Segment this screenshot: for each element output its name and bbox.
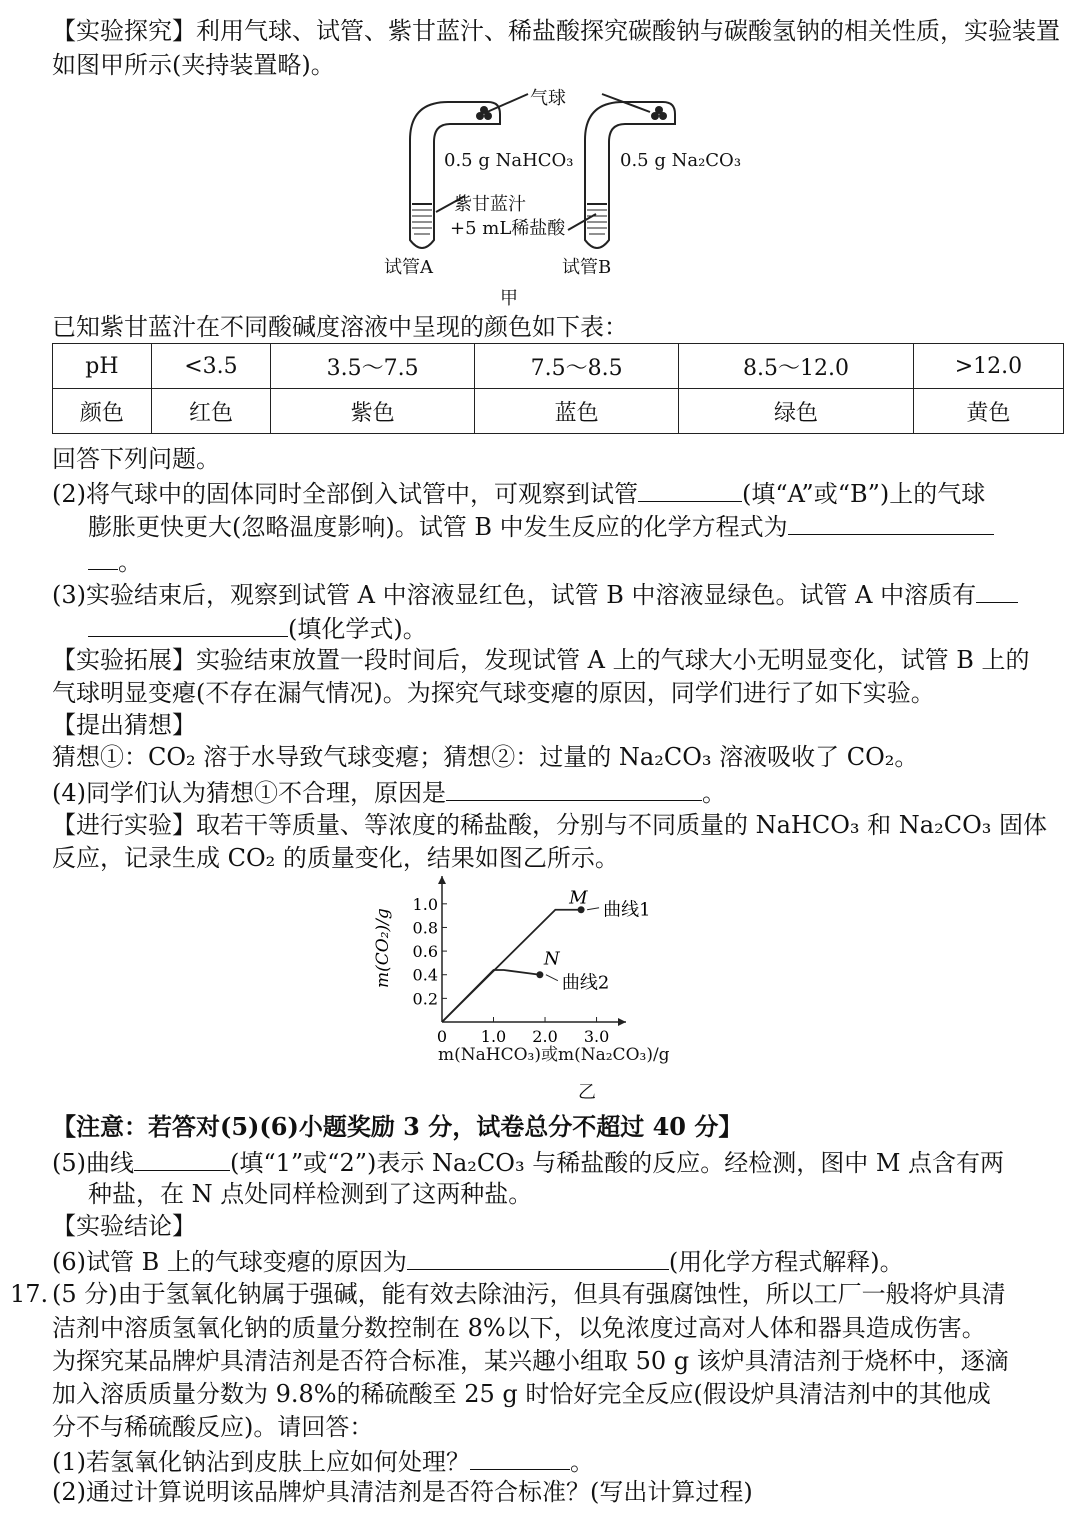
question-17-number: 17. bbox=[10, 1280, 49, 1308]
tube-a-label: 试管A bbox=[384, 257, 433, 278]
q3-blank-cont[interactable] bbox=[88, 612, 288, 637]
ph-range: 7.5～8.5 bbox=[475, 344, 679, 389]
question-17-line-1: (5 分)由于氢氧化钠属于强碱，能有效去除油污，但具有强腐蚀性，所以工厂一般将炉具清 bbox=[52, 1280, 1006, 1308]
question-6 bbox=[52, 1245, 904, 1277]
q5-blank[interactable] bbox=[134, 1146, 230, 1171]
y-tick-label: 0.6 bbox=[412, 942, 438, 962]
q4-text: 。 bbox=[702, 779, 726, 807]
q17-sub1-text: 。 bbox=[570, 1448, 594, 1476]
question-17-sub-2: (2)通过计算说明该品牌炉具清洁剂是否符合标准？(写出计算过程) bbox=[52, 1478, 753, 1506]
chart-title: 乙 bbox=[578, 1082, 596, 1103]
question-17-line-2: 洁剂中溶质氢氧化钠的质量分数控制在 8%以下，以免浓度过高对人体和器具造成伤害。 bbox=[52, 1314, 986, 1342]
q17-sub1-blank[interactable] bbox=[470, 1445, 570, 1470]
x-axis-arrow bbox=[618, 1018, 626, 1026]
color-value: 绿色 bbox=[679, 389, 914, 434]
q2-text: 。 bbox=[118, 548, 142, 576]
point-label-M: M bbox=[569, 887, 588, 909]
experiment-line-1: 【进行实验】取若干等质量、等浓度的稀盐酸，分别与不同质量的 NaHCO₃ 和 Na₂CO₃ 固体 bbox=[52, 811, 1048, 839]
question-2-line-2 bbox=[88, 510, 994, 542]
extension-line-2: 气球明显变瘪(不存在漏气情况)。为探究气球变瘪的原因，同学们进行了如下实验。 bbox=[52, 679, 935, 707]
question-17-line-4: 加入溶质质量分数为 9.8%的稀硫酸至 25 g 时恰好完全反应(假设炉具清洁剂中的其他成 bbox=[52, 1380, 991, 1408]
color-value: 蓝色 bbox=[475, 389, 679, 434]
q3-text: (3)实验结束后，观察到试管 A 中溶液显红色，试管 B 中溶液显绿色。试管 A 中溶质有 bbox=[52, 581, 977, 609]
ph-range: >12.0 bbox=[913, 344, 1063, 389]
q2-blank-2[interactable] bbox=[788, 510, 994, 535]
ph-range: <3.5 bbox=[151, 344, 270, 389]
ph-range: 3.5～7.5 bbox=[271, 344, 475, 389]
question-5-line-1 bbox=[52, 1146, 1004, 1178]
q3-blank[interactable] bbox=[976, 578, 1018, 603]
y-tick-label: 0.4 bbox=[412, 965, 438, 985]
ph-header: pH bbox=[53, 344, 152, 389]
q2-text: (填“A”或“B”)上的气球 bbox=[742, 480, 986, 508]
question-17-sub-1 bbox=[52, 1445, 594, 1477]
x-tick-label: 2.0 bbox=[532, 1027, 558, 1046]
na2co3-label: 0.5 g Na₂CO₃ bbox=[620, 150, 742, 171]
y-tick-label: 1.0 bbox=[412, 894, 438, 914]
figure-yi bbox=[350, 872, 710, 1104]
series-line-2 bbox=[442, 970, 540, 1022]
y-tick-label: 0.8 bbox=[412, 918, 438, 938]
intro-line-1: 【实验探究】利用气球、试管、紫甘蓝汁、稀盐酸探究碳酸钠与碳酸氢钠的相关性质，实验装置 bbox=[52, 17, 1060, 45]
figure-jia bbox=[370, 80, 770, 310]
q4-blank[interactable] bbox=[446, 776, 702, 801]
y-axis-label: m(CO₂)/g bbox=[373, 908, 393, 988]
q2-blank-1[interactable] bbox=[638, 477, 742, 502]
table-row bbox=[53, 344, 1064, 389]
answer-intro: 回答下列问题。 bbox=[52, 445, 220, 473]
hypothesis-text: 猜想①：CO₂ 溶于水导致气球变瘪；猜想②：过量的 Na₂CO₃ 溶液吸收了 CO₂。 bbox=[52, 743, 919, 771]
color-value: 红色 bbox=[151, 389, 270, 434]
q5-text: (5)曲线 bbox=[52, 1149, 134, 1177]
figure-jia-caption: 甲 bbox=[500, 288, 518, 309]
q2-text: 膨胀更快更大(忽略温度影响)。试管 B 中发生反应的化学方程式为 bbox=[88, 513, 788, 541]
question-3-line-1 bbox=[52, 578, 1018, 610]
chart-x-label: m(NaHCO₃)或m(Na₂CO₃)/g bbox=[438, 1045, 670, 1065]
point-label-N: N bbox=[543, 948, 560, 970]
table-row bbox=[53, 389, 1064, 434]
series-leader-2 bbox=[546, 975, 558, 981]
q2-blank-2-cont[interactable] bbox=[88, 545, 118, 570]
ph-range: 8.5～12.0 bbox=[679, 344, 914, 389]
question-2-line-1 bbox=[52, 477, 985, 509]
table-intro: 已知紫甘蓝汁在不同酸碱度溶液中呈现的颜色如下表： bbox=[52, 313, 628, 341]
x-tick-label: 1.0 bbox=[480, 1027, 507, 1046]
extension-line-1: 【实验拓展】实验结束放置一段时间后，发现试管 A 上的气球大小无明显变化，试管 B 上的 bbox=[52, 646, 1030, 674]
intro-line-2: 如图甲所示(夹持装置略)。 bbox=[52, 51, 335, 79]
x-tick-label: 0 bbox=[436, 1027, 448, 1046]
nahco3-label: 0.5 g NaHCO₃ bbox=[444, 150, 574, 171]
q6-text: (用化学方程式解释)。 bbox=[668, 1248, 904, 1276]
point-N bbox=[536, 971, 543, 978]
question-2-line-3 bbox=[88, 545, 142, 577]
experiment-line-2: 反应，记录生成 CO₂ 的质量变化，结果如图乙所示。 bbox=[52, 844, 619, 872]
bonus-note: 【注意：若答对(5)(6)小题奖励 3 分，试卷总分不超过 40 分】 bbox=[52, 1112, 743, 1141]
q2-text: (2)将气球中的固体同时全部倒入试管中，可观察到试管 bbox=[52, 480, 638, 508]
liquid-label-1: 紫甘蓝汁 bbox=[454, 194, 526, 215]
q17-sub1-text: (1)若氢氧化钠沾到皮肤上应如何处理？ bbox=[52, 1448, 470, 1476]
y-axis-arrow bbox=[438, 876, 446, 884]
q5-text: (填“1”或“2”)表示 Na₂CO₃ 与稀盐酸的反应。经检测，图中 M 点含有两 bbox=[230, 1149, 1005, 1177]
tube-b-label: 试管B bbox=[562, 257, 612, 278]
conclusion-heading: 【实验结论】 bbox=[52, 1212, 196, 1240]
q4-text: (4)同学们认为猜想①不合理，原因是 bbox=[52, 779, 446, 807]
ph-color-table bbox=[52, 343, 1064, 434]
series-leader-1 bbox=[587, 908, 599, 910]
liquid-label-2: +5 mL稀盐酸 bbox=[450, 218, 566, 239]
color-value: 黄色 bbox=[913, 389, 1063, 434]
q3-text: (填化学式)。 bbox=[288, 615, 427, 643]
q6-blank[interactable] bbox=[407, 1245, 669, 1270]
x-tick-label: 3.0 bbox=[583, 1027, 610, 1046]
color-header: 颜色 bbox=[53, 389, 152, 434]
balloon-label: 气球 bbox=[530, 88, 566, 109]
series-line-1 bbox=[442, 910, 581, 1022]
question-3-line-2 bbox=[88, 612, 427, 644]
question-4 bbox=[52, 776, 726, 808]
hypothesis-heading: 【提出猜想】 bbox=[52, 711, 196, 739]
question-17-line-3: 为探究某品牌炉具清洁剂是否符合标准，某兴趣小组取 50 g 该炉具清洁剂于烧杯中，逐滴 bbox=[52, 1347, 1009, 1375]
series-label-2: 曲线2 bbox=[561, 972, 610, 994]
series-label-1: 曲线1 bbox=[603, 899, 651, 921]
question-5-line-2: 种盐，在 N 点处同样检测到了这两种盐。 bbox=[88, 1180, 533, 1208]
y-tick-label: 0.2 bbox=[412, 989, 438, 1009]
color-value: 紫色 bbox=[271, 389, 475, 434]
question-17-line-5: 分不与稀硫酸反应)。请回答： bbox=[52, 1413, 374, 1441]
q6-text: (6)试管 B 上的气球变瘪的原因为 bbox=[52, 1248, 407, 1276]
